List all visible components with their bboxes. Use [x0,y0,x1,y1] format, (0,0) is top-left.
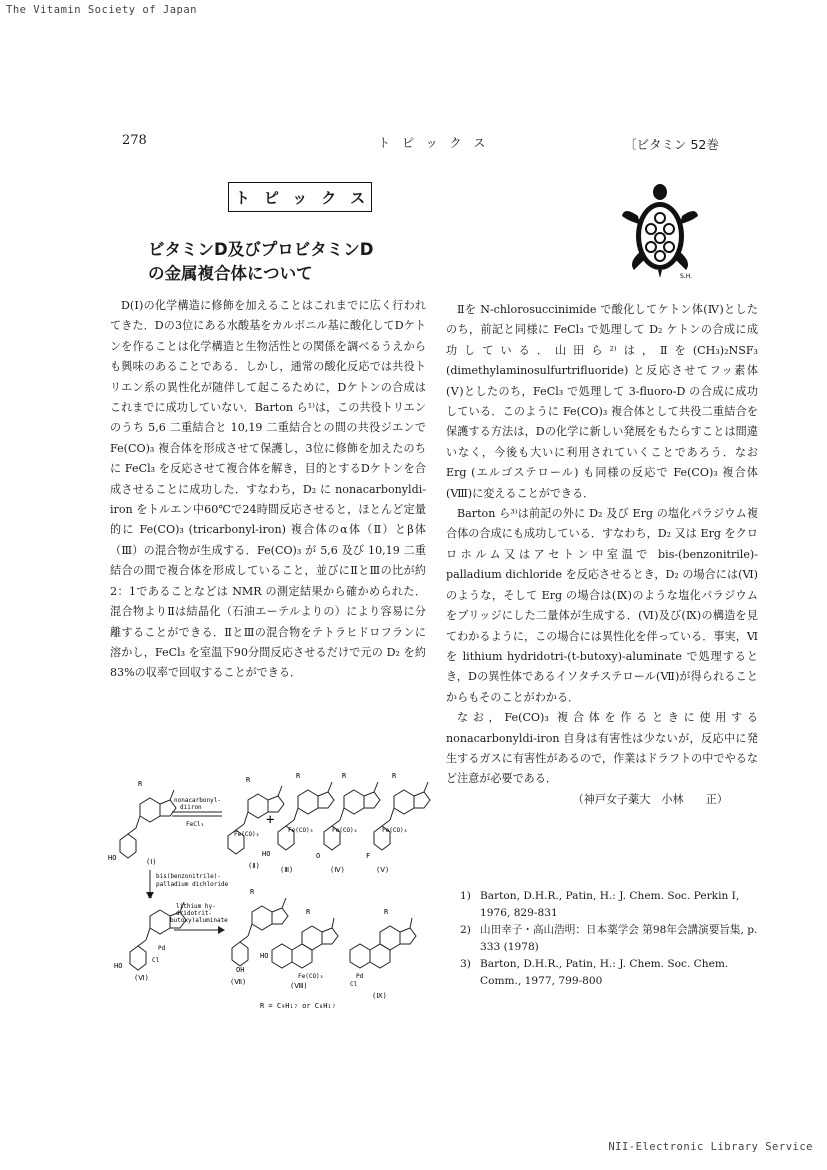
reagent-4c: butoxy)aluminate [170,917,228,924]
article-title [148,238,448,286]
cl-label: Cl [152,957,160,964]
compound-label-4: (Ⅳ) [330,866,345,874]
o-label: O [316,852,321,860]
reagent-3: bis(benzonitrile)- [156,873,222,880]
journal-info: 〔ビタミン 52巻 [624,137,719,152]
running-head: トピックス [378,136,498,150]
ho-label: HO [114,962,123,970]
right-column [446,300,758,810]
figure-footnote: R = C₉H₁₇ or C₈H₁₇ [260,1002,336,1010]
compound-label-8: (Ⅷ) [290,982,308,990]
author-affiliation: （神戸女子薬大 小林 正） [572,792,728,806]
reference-number: 1) [460,890,471,902]
references [460,888,760,990]
oh-label: OH [236,966,245,974]
fe-label: Fe(CO)₃ [332,827,358,834]
r-label: R [306,908,311,916]
reference-text: Barton, D.H.R., Patin, H.: J. Chem. Soc. Chem. Comm., 1977, 799-800 [480,958,729,987]
r-label: R [342,772,347,780]
reference-number: 3) [460,958,471,970]
page-number: 278 [122,133,147,148]
reagent-1b: diiron [180,804,202,811]
left-paragraph-1: D(Ⅰ)の化学構造に修飾を加えることはこれまでに広く行われてきた．Dの3位にある水酸基をカルボニル基に酸化してDケトンを作ることは化学構造と生物活性との関係を調べるうえからも興味のあることである．しかし，通常の酸化反応では共役トリエン系の異性化が随伴して起こるために，Dケトンの合成はこれまでに成功していない．Barton ら¹⁾は，この共役トリエンのうち 5,6 二重結合と 10,19 二重結合との間の共役ジエンで Fe(CO)₃ 複合体を形成させて保護し，3位に修飾を加えたのちに FeCl₃ を反応させて複合体を解き，目的とするDケトンを合成させることに成功した．すなわち，D₂ に nonacarbonyldi-iron をトルエン中60℃で24時間反応させると，ほとんど定量的に Fe(CO)₃ (tricarbonyl-iron) 複合体のα体（Ⅱ）とβ体（Ⅲ）の混合物が生成する．Fe(CO)₃ が 5,6 及び 10,19 二重結合の間で複合体を形成していること，並びにⅡとⅢの比が約2：1であることなどは NMR の測定結果から確かめられた．混合物よりⅡは結晶化（石油エーテルよりの）により容易に分離することができる．ⅡとⅢの混合物をテトラヒドロフランに溶かし，FeCl₃ を室温下90分間反応させるだけで元の D₂ を約83%の収率で回収することができる． [110,299,426,680]
chemical-scheme-figure [110,772,435,1010]
pd-label: Pd [158,945,166,952]
r-label: R [392,772,397,780]
title-line-2: の金属複合体について [148,264,313,283]
compound-label-3: (Ⅲ) [280,866,294,874]
reagent-2: FeCl₃ [186,821,205,828]
site-footer: NII-Electronic Library Service [608,1141,813,1153]
reagent-1: nonacarbonyl- [174,797,221,804]
reference-item [460,956,760,990]
reagent-4b: dridotrit- [176,910,213,917]
reagent-4: lithium hy- [176,903,216,910]
r-label: R [384,908,389,916]
ho-label: HO [262,850,271,858]
fe-label: Fe(CO)₃ [298,973,324,980]
right-paragraph-2: Barton ら³⁾は前記の外に D₂ 及び Erg の塩化パラジウム複合体の合成にも成功している．すなわち，D₂ 又は Erg をクロロホルム又はアセトン中室温で bis-(benzonitrile)-palladium dichloride を反応させるとき，D₂ の場合には(Ⅵ)のような，そして Erg の場合は(Ⅸ)のような塩化パラジウムをブリッジにした二量体が生成する．(Ⅵ)及び(Ⅸ)の構造を見てわかるように，この場合には異性化を伴っている．事実，Ⅵを lithium hydridotri-(t-butoxy)-aluminate で処理するとき，Dの異性体であるイソタチステロール(Ⅶ)が得られることからもそのことがわかる． [446,507,758,704]
compound-label-1: (Ⅰ) [146,858,157,866]
r-label: R [138,780,143,788]
compound-label-5: (Ⅴ) [376,866,390,874]
section-label-box [228,182,380,212]
ho-label: HO [260,952,269,960]
title-line-1: ビタミンD及びプロビタミンD [148,240,374,259]
r-label: R [296,772,301,780]
section-label: トピックス [234,188,380,207]
compound-label-6: (Ⅵ) [134,974,149,982]
reference-number: 2) [460,924,471,936]
r-label: R [148,892,153,900]
turtle-icon [620,182,700,282]
reference-item [460,888,760,922]
compound-label-7: (Ⅶ) [230,978,247,986]
site-header: The Vitamin Society of Japan [6,4,198,16]
pd-label: Pd [356,973,364,980]
f-label: F [366,852,371,860]
reference-text: 山田幸子・高山浩明：日本薬学会 第98年会講演要旨集, p. 333 (1978) [480,924,758,953]
compound-label-2: (Ⅱ) [248,862,260,870]
reference-item [460,922,760,956]
fe-label: Fe(CO)₃ [234,831,260,838]
logo-initials: S.H. [680,273,693,280]
plus-sign: + [266,812,275,828]
r-label: R [250,888,255,896]
fe-label: Fe(CO)₃ [382,827,408,834]
right-paragraph-1: Ⅱを N-chlorosuccinimide で酸化してケトン体(Ⅳ)としたのち，前記と同様に FeCl₃ で処理して D₂ ケトンの合成に成功している．山田ら²⁾は，Ⅱを(CH₃)₂NSF₃ (dimethylaminosulfurtrifluoride) と反応させてフッ素体(Ⅴ)としたのち，FeCl₃ で処理して 3-fluoro-D の合成に成功している．このように Fe(CO)₃ 複合体として共役二重結合を保護する方法は，Dの化学に新しい発展をもたらすことは間違いなく，今後も大いに利用されていくことであろう．なお Erg (エルゴステロール) も同様の反応で Fe(CO)₃ 複合体(Ⅷ)に変えることができる． [446,303,758,500]
compound-label-9: (Ⅸ) [372,992,387,1000]
r-label: R [246,776,251,784]
ho-label: HO [108,854,117,862]
left-column [110,296,426,684]
right-paragraph-3: なお，Fe(CO)₃ 複合体を作るときに使用する nonacarbonyldi-iron 自身は有害性は少ないが，反応中に発生するガスに有害性があるので，作業はドラフトの中でやるなど注意が必要である． [446,711,758,786]
reagent-3b: palladium dichloride [156,881,229,888]
fe-label: Fe(CO)₃ [288,827,314,834]
cl-label: Cl [350,981,358,988]
reference-text: Barton, D.H.R., Patin, H.: J. Chem. Soc. Perkin I, 1976, 829-831 [480,890,740,919]
